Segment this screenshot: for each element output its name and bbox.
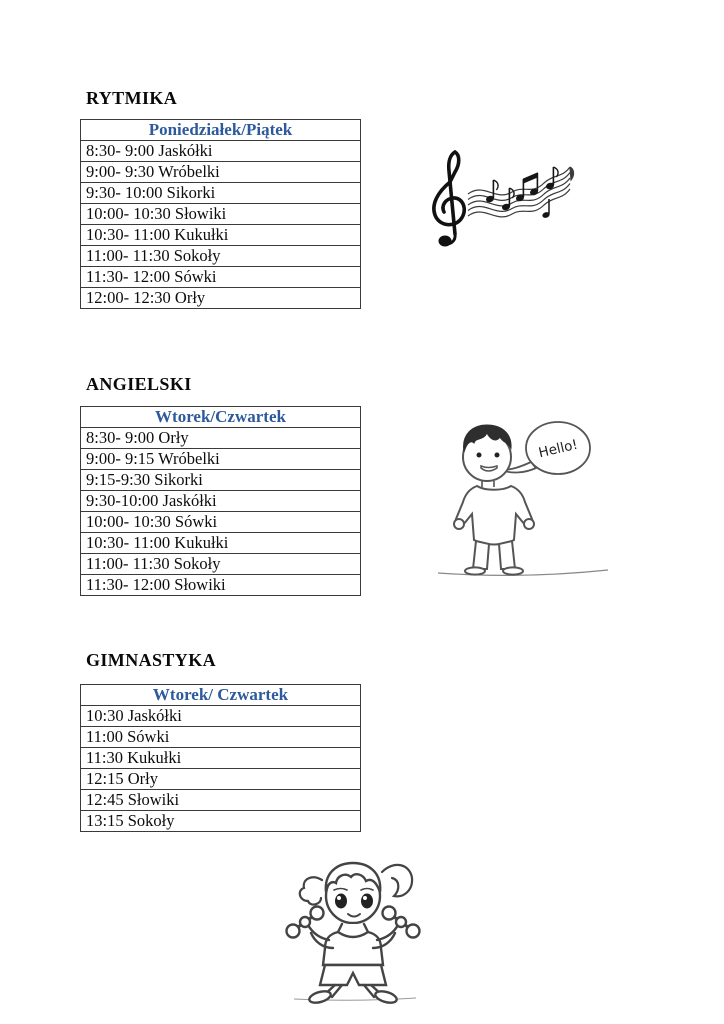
schedule-row — [81, 554, 361, 575]
table-header-row — [81, 407, 361, 428]
table-header-row — [81, 120, 361, 141]
schedule-row — [81, 267, 361, 288]
schedule-row — [81, 769, 361, 790]
girl-exercise-illustration — [272, 852, 437, 1004]
schedule-row — [81, 533, 361, 554]
schedule-cell: 12:45 Słowiki — [81, 790, 361, 811]
schedule-cell: 10:00- 10:30 Sówki — [81, 512, 361, 533]
speech-bubble — [501, 422, 590, 474]
schedule-row — [81, 225, 361, 246]
schedule-row — [81, 512, 361, 533]
schedule-cell: 9:30- 10:00 Sikorki — [81, 183, 361, 204]
schedule-cell: 10:00- 10:30 Słowiki — [81, 204, 361, 225]
gimnastyka-schedule-table — [80, 684, 361, 832]
section-title-gimnastyka: GIMNASTYKA — [86, 650, 217, 670]
schedule-cell: 12:00- 12:30 Orły — [81, 288, 361, 309]
schedule-row — [81, 811, 361, 832]
schedule-cell: 11:00- 11:30 Sokoły — [81, 246, 361, 267]
schedule-row — [81, 204, 361, 225]
schedule-row — [81, 491, 361, 512]
schedule-cell: 11:30- 12:00 Słowiki — [81, 575, 361, 596]
table-header-row — [81, 685, 361, 706]
boy-figure-icon — [454, 425, 534, 575]
schedule-cell: 11:30 Kukułki — [81, 748, 361, 769]
section-title-rytmika: RYTMIKA — [86, 88, 178, 108]
schedule-cell: 10:30- 11:00 Kukułki — [81, 533, 361, 554]
schedule-row — [81, 575, 361, 596]
schedule-cell: 10:30- 11:00 Kukułki — [81, 225, 361, 246]
schedule-cell: 13:15 Sokoły — [81, 811, 361, 832]
day-header: Wtorek/ Czwartek — [81, 685, 361, 706]
schedule-cell: 9:30-10:00 Jaskółki — [81, 491, 361, 512]
treble-clef-icon — [434, 152, 464, 247]
day-header: Poniedziałek/Piątek — [81, 120, 361, 141]
schedule-row — [81, 449, 361, 470]
schedule-row — [81, 706, 361, 727]
angielski-schedule-table — [80, 406, 361, 596]
schedule-row — [81, 428, 361, 449]
schedule-row — [81, 727, 361, 748]
boy-hello-illustration — [430, 412, 615, 584]
schedule-row — [81, 141, 361, 162]
schedule-cell: 8:30- 9:00 Jaskółki — [81, 141, 361, 162]
schedule-row — [81, 246, 361, 267]
schedule-cell: 10:30 Jaskółki — [81, 706, 361, 727]
day-header: Wtorek/Czwartek — [81, 407, 361, 428]
schedule-cell: 12:15 Orły — [81, 769, 361, 790]
section-title-angielski: ANGIELSKI — [86, 374, 192, 394]
schedule-cell: 8:30- 9:00 Orły — [81, 428, 361, 449]
schedule-cell: 11:30- 12:00 Sówki — [81, 267, 361, 288]
schedule-row — [81, 470, 361, 491]
schedule-cell: 9:00- 9:30 Wróbelki — [81, 162, 361, 183]
schedule-cell: 11:00- 11:30 Sokoły — [81, 554, 361, 575]
schedule-row — [81, 183, 361, 204]
schedule-row — [81, 162, 361, 183]
rytmika-schedule-table — [80, 119, 361, 309]
schedule-row — [81, 790, 361, 811]
schedule-cell: 9:00- 9:15 Wróbelki — [81, 449, 361, 470]
speech-bubble-text: Hello! — [537, 436, 580, 462]
girl-figure-icon — [287, 863, 420, 1004]
schedule-row — [81, 288, 361, 309]
schedule-row — [81, 748, 361, 769]
schedule-cell: 9:15-9:30 Sikorki — [81, 470, 361, 491]
schedule-cell: 11:00 Sówki — [81, 727, 361, 748]
music-notes-illustration — [422, 142, 582, 260]
